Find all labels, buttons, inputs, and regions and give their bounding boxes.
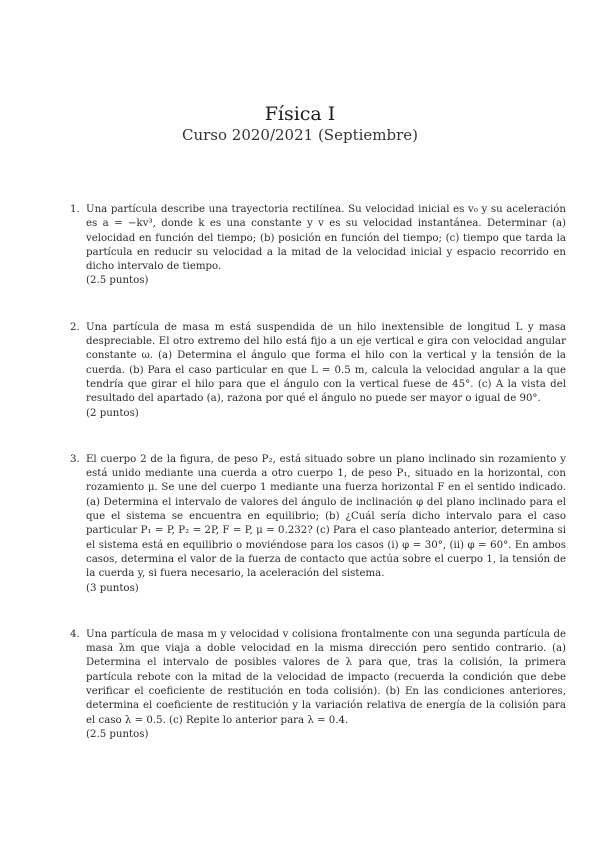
problem-points: (2.5 puntos) [86, 728, 149, 740]
problem-text: Una partícula de masa m y velocidad v colisiona frontalmente con una segunda partícula de masa λm que viaja a doble velocidad en la misma dirección pero sentido contrario. (a) Determina el intervalo de posibles valores de λ para que, tras la colisión, la primera partícula rebote con la mitad de la velocidad de impacto (recuerda la condición que debe verificar el coeficiente de restitución en toda colisión). (b) En las condiciones anteriores, determina el coeficiente de restitución y la variación relativa de energía de la colisión para el caso λ = 0.5. (c) Repite lo anterior para λ = 0.4. [86, 628, 566, 726]
problem-number: 1. [70, 204, 80, 215]
page-title: Física I [264, 103, 336, 125]
problem-3 [70, 453, 566, 596]
problem-points: (2 puntos) [86, 407, 139, 419]
problem-points: (3 puntos) [86, 582, 139, 594]
problem-4 [70, 628, 566, 742]
problem-points: (2.5 puntos) [86, 275, 149, 287]
problem-1 [70, 203, 566, 289]
course-subtitle: Curso 2020/2021 (Septiembre) [181, 126, 418, 144]
problem-2 [70, 321, 566, 421]
problem-number: 3. [70, 453, 80, 465]
problem-text: Una partícula de masa m está suspendida de un hilo inextensible de longitud L y masa despreciable. El otro extremo del hilo está fijo a un eje vertical e gira con velocidad angular constante ω. (a) Determina el ángulo que forma el hilo con la vertical y la tensión de la cuerda. (b) Para el caso particular en que L = 0.5 m, calcula la velocidad angular a la que tendría que girar el hilo para que el ángulo con la vertical fuese de 45°. (c) A la vista del resultado del apartado (a), razona por qué el ángulo no puede ser mayor o igual de 90°. [86, 321, 566, 405]
problem-text: Una partícula describe una trayectoria rectilínea. Su velocidad inicial es v₀ y su aceleración es a = −kv³, donde k es una constante y v es su velocidad instantánea. Determinar (a) velocidad en función del tiempo; (b) posición en función del tiempo; (c) tiempo que tarda la partícula en reducir su velocidad a la mitad de la velocidad inicial y espacio recorrido en dicho intervalo de tiempo. [86, 204, 566, 273]
problem-number: 2. [70, 321, 80, 333]
problem-text: El cuerpo 2 de la figura, de peso P₂, está situado sobre un plano inclinado sin rozamiento y está unido mediante una cuerda a otro cuerpo 1, de peso P₁, situado en la horizontal, con rozamiento μ. Se une del cuerpo 1 mediante una fuerza horizontal F en el sentido indicado. (a) Determina el intervalo de valores del ángulo de inclinación φ del plano inclinado para el que el sistema se encuentra en equilibrio; (b) ¿Cuál sería dicho intervalo para el caso particular P₁ = P, P₂ = 2P, F = P, μ = 0.232? (c) Para el caso planteado anterior, determina si el sistema está en equilibrio o moviéndose para los casos (i) φ = 30°, (ii) φ = 60°. En ambos casos, determina el valor de la fuerza de contacto que actúa sobre el cuerpo 1, la tensión de la cuerda y, si fuera necesario, la aceleración del sistema. [86, 453, 566, 580]
problem-list [70, 203, 566, 774]
problem-number: 4. [70, 628, 80, 640]
